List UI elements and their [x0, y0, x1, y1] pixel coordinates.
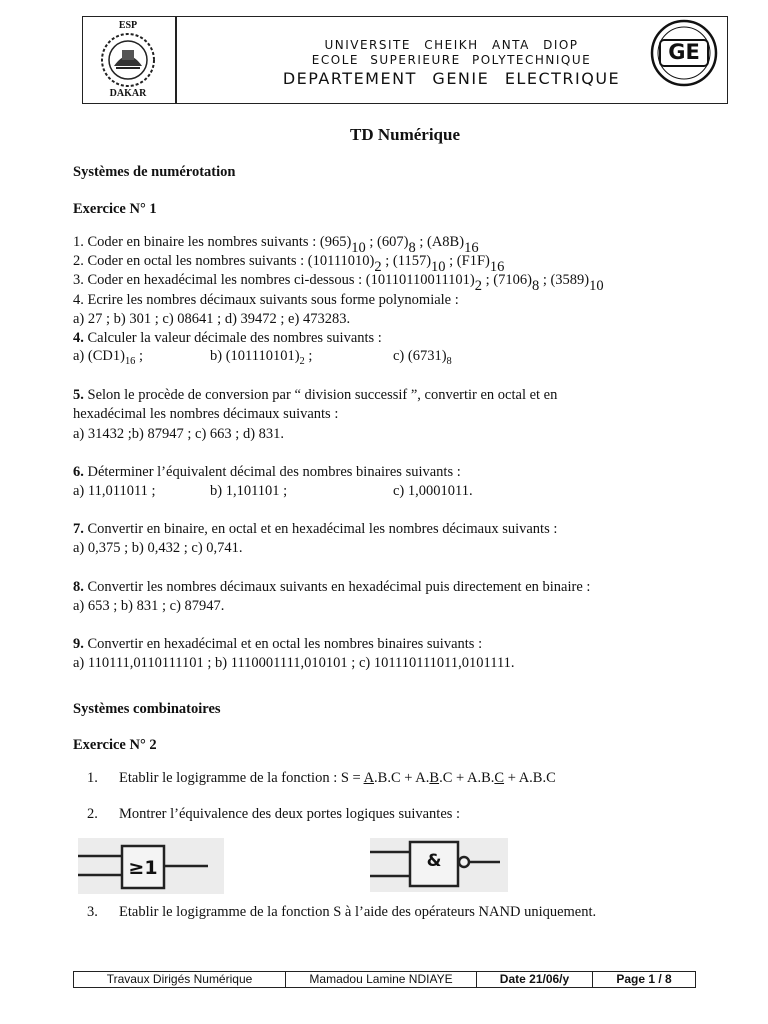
ex1-question-6-cont: hexadécimal les nombres décimaux suivants : — [73, 406, 339, 422]
ex1-question-6: 5. Selon le procède de conversion par “ division successif ”, convertir en octal et en — [73, 387, 558, 403]
ex1-q5-item-a: a) $(CD1)_{16}$ ; — [73, 348, 144, 367]
header-school: ECOLE SUPERIEURE POLYTECHNIQUE — [311, 53, 592, 67]
footer-page-number: Page 1 / 8 — [616, 972, 672, 986]
ex1-question-6-items: a) 31432 ;b) 87947 ; c) 663 ; d) 831. — [73, 426, 285, 442]
ex1-question-10: 9. Convertir en hexadécimal et en octal les nombres binaires suivants : — [73, 636, 483, 652]
ex1-question-9-items: a) 653 ; b) 831 ; c) 87947. — [73, 598, 225, 614]
footer-author: Mamadou Lamine NDIAYE — [309, 972, 453, 986]
esp-logo-top-text: ESP — [118, 20, 138, 31]
ex1-q7-item-b: b) 1,101101 ; — [210, 483, 288, 499]
or-gate-label: ≥1 — [128, 857, 158, 879]
ex1-question-8: 7. Convertir en binaire, en octal et en hexadécimal les nombres décimaux suivants : — [73, 521, 558, 537]
ex1-question-5: 4. Calculer la valeur décimale des nombres suivants : — [73, 330, 382, 346]
logic-gate-and — [370, 838, 508, 892]
page-title: TD Numérique — [349, 125, 461, 144]
footer-course: Travaux Dirigés Numérique — [106, 972, 253, 986]
ex1-question-8-items: a) 0,375 ; b) 0,432 ; c) 0,741. — [73, 540, 243, 556]
ex1-question-4: 4. Ecrire les nombres décimaux suivants sous forme polynomiale : — [73, 292, 459, 308]
section-heading-numeration: Systèmes de numérotation — [73, 164, 236, 180]
page-footer — [73, 971, 696, 988]
ex1-question-10-items: a) 110111,0110111101 ; b) 1110001111,010101 ; c) 101110111011,0101111. — [73, 655, 515, 671]
exercise-2-heading: Exercice N° 2 — [73, 737, 157, 753]
esp-seal-icon — [92, 32, 164, 88]
ex1-q7-item-c: c) 1,0001011. — [393, 483, 473, 499]
ex1-question-4-items: a) 27 ; b) 301 ; c) 08641 ; d) 39472 ; e) 473283. — [73, 311, 351, 327]
esp-logo — [92, 20, 164, 100]
ge-logo — [650, 19, 718, 87]
ex1-question-2: 2. Coder en octal les nombres suivants : $(10111010)_2$ ; $(1157)_{10}$ ; $(F1F)_{16}$ — [73, 253, 505, 275]
exercise-1-heading: Exercice N° 1 — [73, 201, 157, 217]
footer-date: Date 21/06/y — [499, 972, 570, 986]
header-university: UNIVERSITE CHEIKH ANTA DIOP — [324, 38, 579, 52]
ex1-question-3: 3. Coder en hexadécimal les nombres ci-dessous : $(10110110011101)_2$ ; $(7106)_8$ ; $(3589)_{10}$ — [73, 272, 604, 294]
nand-gate-label: & — [426, 851, 442, 871]
ex1-q5-item-c: c) $(6731)_8$ — [393, 348, 452, 367]
ex1-q7-item-a: a) 11,011011 ; — [73, 483, 156, 499]
ex1-q5-item-b: b) $(101110101)_2$ ; — [210, 348, 313, 367]
ge-logo-text: GE — [668, 40, 700, 64]
ex1-question-1: 1. Coder en binaire les nombres suivants : $(965)_{10}$ ; $(607)_8$ ; $(A8B)_{16}$ — [73, 234, 479, 256]
ex1-question-7: 6. Déterminer l’équivalent décimal des nombres binaires suivants : — [73, 464, 461, 480]
header-department: DEPARTEMENT GENIE ELECTRIQUE — [282, 69, 621, 88]
section-heading-combinatoires: Systèmes combinatoires — [73, 701, 221, 717]
esp-logo-bottom-text: DAKAR — [109, 88, 147, 99]
ex1-question-9: 8. Convertir les nombres décimaux suivants en hexadécimal puis directement en binaire : — [73, 579, 591, 595]
logic-gate-or — [78, 838, 224, 894]
